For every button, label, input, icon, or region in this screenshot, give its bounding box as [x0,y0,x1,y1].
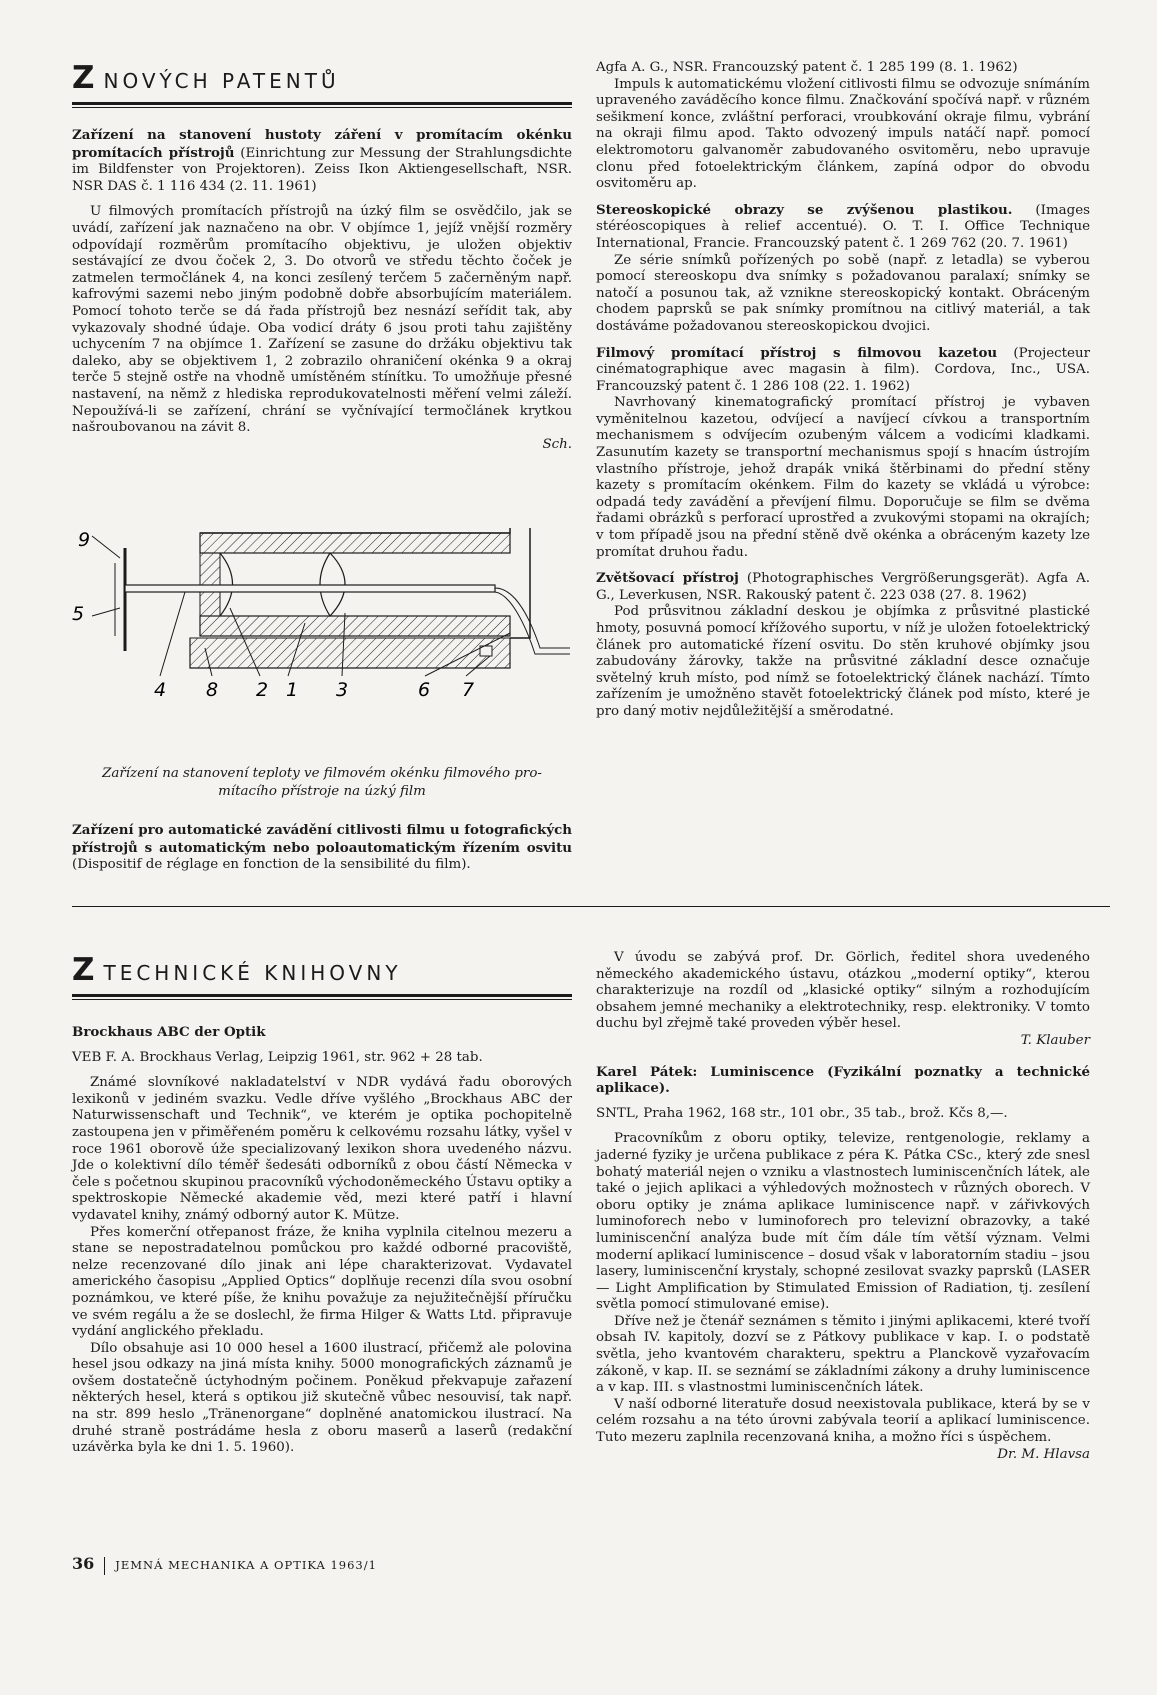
page-footer [72,1554,377,1575]
patent-5-title: Zvětšovací přístroj [596,570,739,587]
review-1-signature: T. Klauber [1020,1032,1090,1048]
figure-label-5: 5 [72,603,85,625]
patent-3-body: Ze série snímků pořízených po sobě (např. z letadla) se vyberou pomocí stereoskopu dva snímky s požadovanou paralaxí; snímky se natočí a posunou tak, až vznikne stereoskopický kontakt. Obráceným chodem paprsků se pak snímky promítnou na citlivý materiál, a tak dostáváme požadovanou stereoskopickou dvojici. [596,252,1090,334]
figure-label-7: 7 [462,679,475,701]
patent-1-source: (Einrichtung zur Messung der Strahlungsdichte im Bildfenster von Projektoren). Zeiss Ikon Aktiengesellschaft, NSR. NSR DAS č. 1 116 434 (2. 11. 1961) [72,145,572,194]
figure-caption: Zařízení na stanovení teploty ve filmovém okénku filmového pro- mítacího přístroje na úzký film [102,766,542,799]
patent-1-title: Zařízení na stanovení hustoty záření v promítacím okénku promítacích přístrojů [72,127,572,161]
review-2-para-1: Pracovníkům z oboru optiky, televize, rentgenologie, reklamy a jaderné fyziky je určena publikace z péra K. Pátka CSc., který zde snesl bohatý materiál nejen o vzniku a vlastnostech luminiscenčních látek, ale také o jejich aplikaci a výhledových možnostech v různých oborech. V oboru optiky je známa aplikace luminiscence např. v zářivkových luminoforech nebo v luminoforech pro televizní obrazovky, a také luminiscenční analýza bude mít čím dále tím větší význam. Velmi moderní aplikací luminiscence – dosud však v laboratorním stadiu – jsou lasery, luminiscenční krystaly, schopné zesilovat svazky paprsků (LASER — Light Amplification by Stimulated Emission of Radiation, tj. zesílení světla pomocí stimulované emise). [596,1131,1090,1313]
thermocouple-rod [125,585,495,592]
figure-label-4: 4 [154,679,167,701]
figure-label-3: 3 [336,679,349,701]
section-heading-text-2: TECHNICKÉ KNIHOVNY [103,961,402,985]
left-column-patent-1 [72,127,572,453]
section-heading-text: NOVÝCH PATENTŮ [103,69,340,93]
section-heading-patents [72,60,572,108]
patent-1-body: U filmových promítacích přístrojů na úzký film se osvědčilo, jak se uvádí, zařízení jak naznačeno na obr. V objímce 1, jejíž vnější rozměry odpovídají rozměrům promítacího objektivu, je uložen objektiv sestávající ze dvou čoček 2, 3. Do otvorů ve středu těchto čoček je zatmelen termočlánek 4, na konci zesílený terčem 5 začerněným např. kafrovými sazemi nebo jiným podobně dobře absorbujícím materiálem. Pomocí tohoto terče se dá řada přístrojů bez nesnází seřídit tak, aby vykazovaly shodné údaje. Oba vodicí dráty 6 jsou proti tahu zajištěny uchycením 7 na objímce 1. Zařízení se zasune do držáku objektivu tak daleko, aby se objektivem 1, 2 zobrazilo ohraničení okénka 9 a okraj terče 5 stejně ostře na vhodně umístěném stínítku. To umožňuje přesné nastavení, na němž z hlediska reprodukovatelnosti měření velmi záleží. Nepoužívá-li se zařízení, chrání se vyčnívající termočlánek krytkou našroubovanou na závit 8. [72,204,572,436]
patent-2-title: Zařízení pro automatické zavádění citlivosti filmu u fotografických přístrojů s automatickým nebo poloautomatickým řízením osvitu [72,822,572,856]
section-heading-initial-2: Z [72,952,96,988]
review-1-para-4: V úvodu se zabývá prof. Dr. Görlich, ředitel shora uvedeného německého akademického ústavu, otázkou „moderní optiky“, kterou charakterizuje na rozdíl od „klasické optiky“ silným a rozhodujícím obsahem jemné mechaniky a elektrotechniky, resp. elektroniky. V tomto duchu byl zřejmě také proveden výběr hesel. [596,950,1090,1032]
review-1-para-2: Přes komerční otřepanost fráze, že kniha vyplnila citelnou mezeru a stane se nepostradatelnou pomůckou pro každé odborné pracoviště, nelze recenzované dílo jinak ani lépe charakterizovat. Vydavatel amerického časopisu „Applied Optics“ doplňuje recenzi díla svou osobní poznámkou, ve které píše, že knihu považuje za nejužitečnější příručku ve svém regálu a že se doslechl, že firma Hilger & Watts Ltd. připravuje vydání anglického překladu. [72,1224,572,1340]
figure-label-9: 9 [78,529,91,551]
patent-5-source: (Photographisches Vergrößerungsgerät). Agfa A. G., Leverkusen, NSR. Rakouský patent č. 223 038 (27. 8. 1962) [596,571,1090,603]
review-2-signature: Dr. M. Hlavsa [997,1446,1090,1462]
review-2-book-title: Karel Pátek: Luminiscence (Fyzikální poznatky a technické aplikace). [596,1063,1090,1097]
patent-3-title: Stereoskopické obrazy se zvýšenou plastikou. [596,201,1013,218]
patent-2-source: (Dispositif de réglage en fonction de la sensibilité du film). [72,857,471,873]
right-column-patents [596,60,1090,721]
patent-5-body: Pod průsvitnou základní deskou je objímka z průsvitné plastické hmoty, posuvná pomocí křížového suportu, v níž je uložen fotoelektrický článek pro automatické řízení osvitu. Do stěn kruhové objímky jsou zabudovány žárovky, takže na průsvitné základní desce označuje světelný kruh místo, pod nímž se fotoelektrický článek nachází. Tímto zařízením je umožněno stavět fotoelektrický článek pod místo, které je pro daný motiv nejdůležitější a směrodatné. [596,604,1090,719]
review-2-para-2: Dříve než je čtenář seznámen s těmito i jinými aplikacemi, které tvoří obsah IV. kapitoly, dozví se z Pátkovy publikace v kap. I. o podstatě světla, jeho kvantovém charakteru, spektru a Planckově vyzařovacím zákoně, v kap. II. se seznámí se základními zákony a druhy luminiscence a v kap. III. s vlastnostmi luminiscenčních látek. [596,1313,1090,1396]
figure-label-8: 8 [206,679,219,701]
left-column-review-1 [72,1024,572,1457]
right-column-reviews [596,950,1090,1463]
review-1-para-1: Známé slovníkové nakladatelství v NDR vydává řadu oborových lexikonů v jediném svazku. Vedle dříve vyšlého „Brockhaus ABC der Naturwissenschaft und Technik“, ve kterém je optika pochopitelně zastoupena jen v přiměřeném poměru k celkovému rozsahu látky, vyšel v roce 1961 oborově úže specializovaný lexikon shora uvedeného názvu. Jde o kolektivní dílo téměř šedesáti odborníků z obou částí Německa v čele s početnou skupinou pracovníků východoněmeckého Ústavu optiky a spektroskopie Německé akademie věd, mezi které patří i hlavní vydavatel knihy, známý odborný autor K. Mütze. [72,1075,572,1223]
review-2-para-3: V naší odborné literatuře dosud neexistovala publikace, která by se v celém rozsahu a na této úrovni zabývala teorií a aplikací luminiscence. Tuto mezeru zaplnila recenzovaná kniha, a možno říci s úspěchem. [596,1396,1090,1446]
patent-4-source: (Projecteur cinématographique avec magasin à film). Cordova, Inc., USA. Francouzský patent č. 1 286 108 (22. 1. 1962) [596,345,1090,394]
figure-label-1: 1 [286,679,299,701]
patent-3-source: (Images stéréoscopiques à relief accentué). O. T. I. Office Technique International, Francie. Francouzský patent č. 1 269 762 (20. 7. 1961) [596,202,1090,251]
patent-4-title: Filmový promítací přístroj s filmovou kazetou [596,344,998,361]
patent-2-body: Impuls k automatickému vložení citlivosti filmu se odvozuje snímáním upraveného zaváděcího konce filmu. Značkování spočívá např. v různém sešikmení konce, zvláštní perforaci, vroubkování okraje filmu, vybrání na okraji filmu apod. Takto odvozený impuls natáčí např. pomocí elektromotoru galvanoměr zabudovaného osvitoměru, nebo upravuje clonu před fotoelektrickým článkem, zapíná odpor do obvodu osvitoměru ap. [596,76,1090,192]
section-heading-library [72,952,572,1000]
review-2-publisher: SNTL, Praha 1962, 168 str., 101 obr., 35 tab., brož. Kčs 8,—. [596,1105,1008,1121]
section-divider [72,906,1110,907]
thermocouple-lens-figure [70,528,575,768]
page-number: 36 [72,1554,95,1573]
review-1-para-3: Dílo obsahuje asi 10 000 hesel a 1600 ilustrací, přičemž ale polovina hesel jsou odkazy na jiná místa knihy. 5000 monografických záznamů je ovšem dostatečně úctyhodným počinem. Poněkud překvapuje zařazení některých hesel, která s optikou již skutečně vůbec nesouvisí, tak např. na str. 899 heslo „Tränenorgane“ doplněné anatomickou ilustrací. Na druhé straně postrádáme hesla z oboru maserů a laserů (redakční uzávěrka byla ke dni 1. 5. 1960). [72,1340,572,1456]
figure-label-2: 2 [256,679,269,701]
figure-label-6: 6 [418,679,431,701]
journal-name: JEMNÁ MECHANIKA A OPTIKA 1963/1 [115,1558,377,1572]
patent-4-body: Navrhovaný kinematografický promítací přístroj je vybaven vyměnitelnou kazetou, odvíjecí a navíjecí cívkou a transportním mechanismem s odvíjecím ozubeným válcem a vodicími kladkami. Zasunutím kazety se transportní mechanismus spojí s hnacím ústrojím vlastního přístroje, jehož drapák vniká štěrbinami do přední stěny kazety s promítacím okénkem. Film do kazety se vkládá u výrobce: odpadá tedy zavádění a převíjení filmu. Doporučuje se film se dvěma řadami obrázků s perforací uprostřed a zvukovými stopami na okrajích; v tom případě jsou na přední stěně dvě okénka a obráceným kazety lze promítat druhou řadu. [596,395,1090,560]
section-heading-initial: Z [72,60,96,96]
review-1-publisher: VEB F. A. Brockhaus Verlag, Leipzig 1961, str. 962 + 28 tab. [72,1049,483,1065]
left-column-patent-2 [72,822,572,874]
review-1-book-title: Brockhaus ABC der Optik [72,1024,266,1040]
patent-1-signature: Sch. [542,436,572,452]
patent-2-source-cont: Agfa A. G., NSR. Francouzský patent č. 1 285 199 (8. 1. 1962) [596,60,1018,75]
